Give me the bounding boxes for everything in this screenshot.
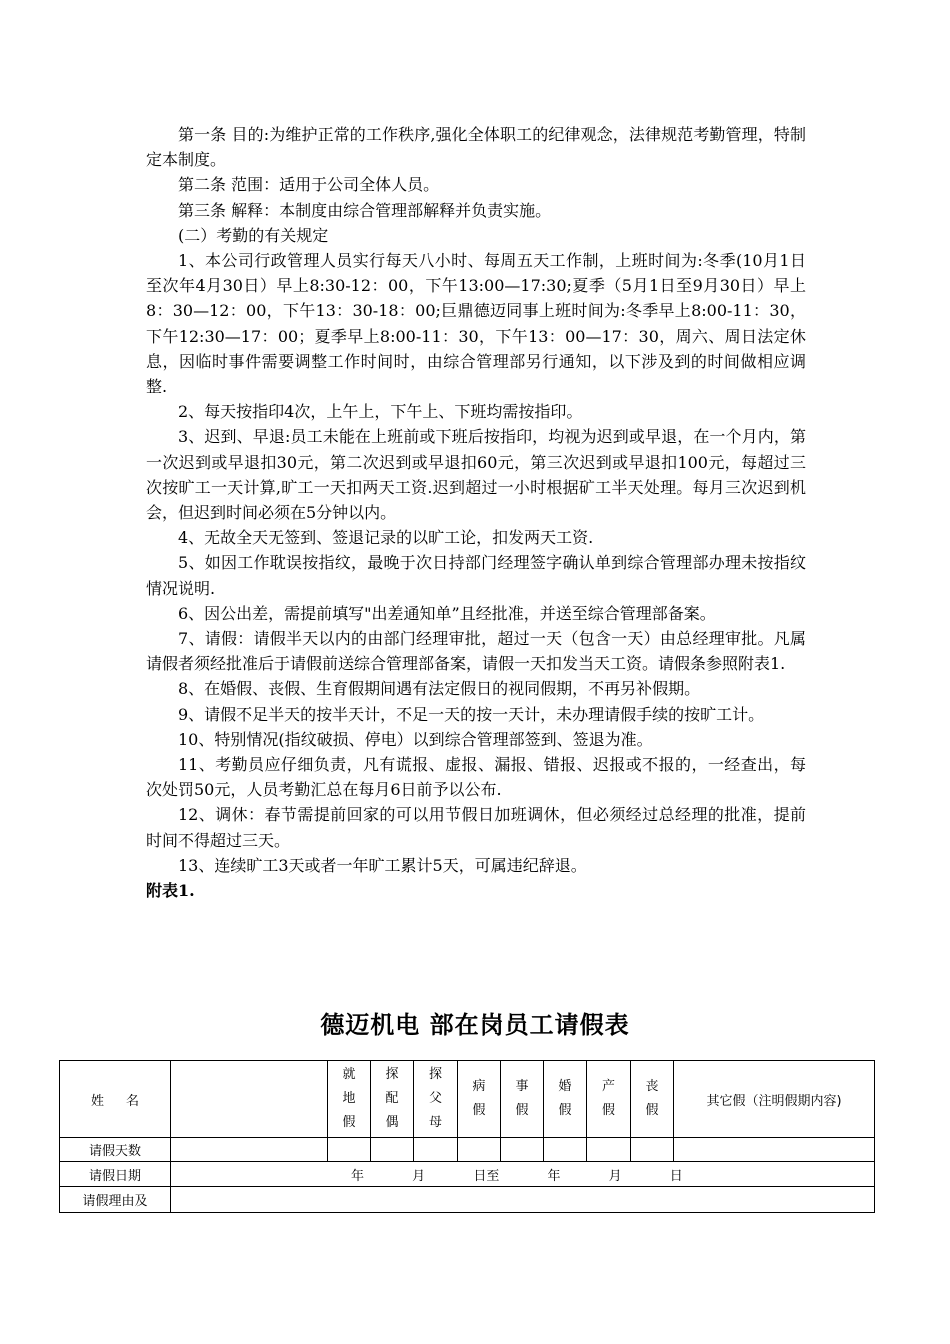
paragraph: 第二条 范围：适用于公司全体人员。 xyxy=(178,175,440,195)
regulation-text xyxy=(146,122,806,903)
leave-form-table xyxy=(59,1060,875,1213)
leave-type-sick: 病 假 xyxy=(458,1061,501,1138)
days-cell[interactable] xyxy=(587,1138,631,1162)
other-leave-label: 其它假（注明假期内容) xyxy=(674,1061,875,1138)
date-year-start: 年 xyxy=(351,1168,365,1184)
leave-type-personal: 事 假 xyxy=(501,1061,544,1138)
leave-type-maternity: 产 假 xyxy=(587,1061,631,1138)
header-row xyxy=(60,1061,875,1138)
days-cell[interactable] xyxy=(631,1138,674,1162)
name-input-cell[interactable] xyxy=(171,1061,328,1138)
paragraph: 9、请假不足半天的按半天计，不足一天的按一天计，未办理请假手续的按旷工计。 xyxy=(178,704,765,724)
paragraph: 5、如因工作耽误按指纹，最晚于次日持部门经理签字确认单到综合管理部办理未按指纹情况说明. xyxy=(146,553,806,598)
days-cell[interactable] xyxy=(414,1138,458,1162)
leave-type-marriage: 婚 假 xyxy=(544,1061,587,1138)
paragraph: 11、考勤员应仔细负责，凡有谎报、虚报、漏报、错报、迟报或不报的，一经查出，每次处罚50元，人员考勤汇总在每月6日前予以公布. xyxy=(146,755,806,800)
paragraph: 6、因公出差，需提前填写"出差通知单”且经批准，并送至综合管理部备案。 xyxy=(178,603,716,623)
days-cell[interactable] xyxy=(674,1138,875,1162)
days-cell[interactable] xyxy=(371,1138,414,1162)
reason-input-cell[interactable] xyxy=(171,1187,875,1213)
name-label-cell xyxy=(60,1061,171,1138)
days-cell[interactable] xyxy=(501,1138,544,1162)
date-day-end: 日 xyxy=(669,1168,683,1184)
reason-row xyxy=(60,1187,875,1213)
days-cell[interactable] xyxy=(458,1138,501,1162)
form-title: 德迈机电 部在岗员工请假表 xyxy=(320,1010,630,1039)
paragraph: 第一条 目的:为维护正常的工作秩序,强化全体职工的纪律观念，法律规范考勤管理，特制定本制度。 xyxy=(146,125,806,170)
paragraph: 1、本公司行政管理人员实行每天八小时、每周五天工作制，上班时间为:冬季(10月1日至次年4月30日）早上8:30-12：00，下午13:00—17:30;夏季（5月1日至9月30日）早上8：30—12：00，下午13：30-18：00;巨鼎德迈同事上班时间为:冬季早上8:00-11：30，下午12:30—17：00；夏季早上8:00-11：30，下午13：00—17：30，周六、周日法定休息，因临时事件需要调整工作时间时，由综合管理部另行通知，以下涉及到的时间做相应调整. xyxy=(146,251,806,397)
days-input-cell[interactable] xyxy=(171,1138,328,1162)
days-row xyxy=(60,1138,875,1162)
paragraph: 第三条 解释：本制度由综合管理部解释并负责实施。 xyxy=(178,200,552,220)
paragraph: 2、每天按指印4次，上午上，下午上、下班均需按指印。 xyxy=(178,402,583,422)
date-day-to: 日至 xyxy=(473,1168,500,1184)
date-range-cell[interactable] xyxy=(171,1162,875,1187)
paragraph: 8、在婚假、丧假、生育假期间遇有法定假日的视同假期，不再另补假期。 xyxy=(178,679,701,699)
name-label: 姓名 xyxy=(90,1093,161,1109)
days-label: 请假天数 xyxy=(60,1138,171,1162)
date-month-start: 月 xyxy=(412,1168,426,1184)
date-year-end: 年 xyxy=(547,1168,561,1184)
days-cell[interactable] xyxy=(328,1138,371,1162)
paragraph: 4、无故全天无签到、签退记录的以旷工论，扣发两天工资. xyxy=(178,528,594,548)
appendix-label: 附表1. xyxy=(146,881,195,901)
paragraph: 7、请假：请假半天以内的由部门经理审批，超过一天（包含一天）由总经理审批。凡属请假者须经批准后于请假前送综合管理部备案，请假一天扣发当天工资。请假条参照附表1. xyxy=(146,629,806,674)
date-label: 请假日期 xyxy=(60,1162,171,1187)
date-row xyxy=(60,1162,875,1187)
paragraph: 3、迟到、早退:员工未能在上班前或下班后按指印，均视为迟到或早退，在一个月内，第一次迟到或早退扣30元，第二次迟到或早退扣60元，第三次迟到或早退扣100元，每超过三次按旷工一天计算,旷工一天扣两天工资.迟到超过一小时根据矿工半天处理。每月三次迟到机会，但迟到时间必须在5分钟以内。 xyxy=(146,427,806,523)
reason-label: 请假理由及 xyxy=(60,1187,171,1213)
leave-type-spouse-visit: 探 配 偶 xyxy=(371,1061,414,1138)
date-month-end: 月 xyxy=(608,1168,622,1184)
paragraph: 13、连续旷工3天或者一年旷工累计5天，可属违纪辞退。 xyxy=(178,855,587,875)
paragraph: 12、调休：春节需提前回家的可以用节假日加班调休，但必须经过总经理的批准，提前时间不得超过三天。 xyxy=(146,805,806,850)
leave-type-local: 就 地 假 xyxy=(328,1061,371,1138)
leave-type-bereavement: 丧 假 xyxy=(631,1061,674,1138)
section-heading: (二）考勤的有关规定 xyxy=(178,225,329,245)
leave-type-parent-visit: 探 父 母 xyxy=(414,1061,458,1138)
paragraph: 10、特别情况(指纹破损、停电）以到综合管理部签到、签退为准。 xyxy=(178,729,653,749)
days-cell[interactable] xyxy=(544,1138,587,1162)
